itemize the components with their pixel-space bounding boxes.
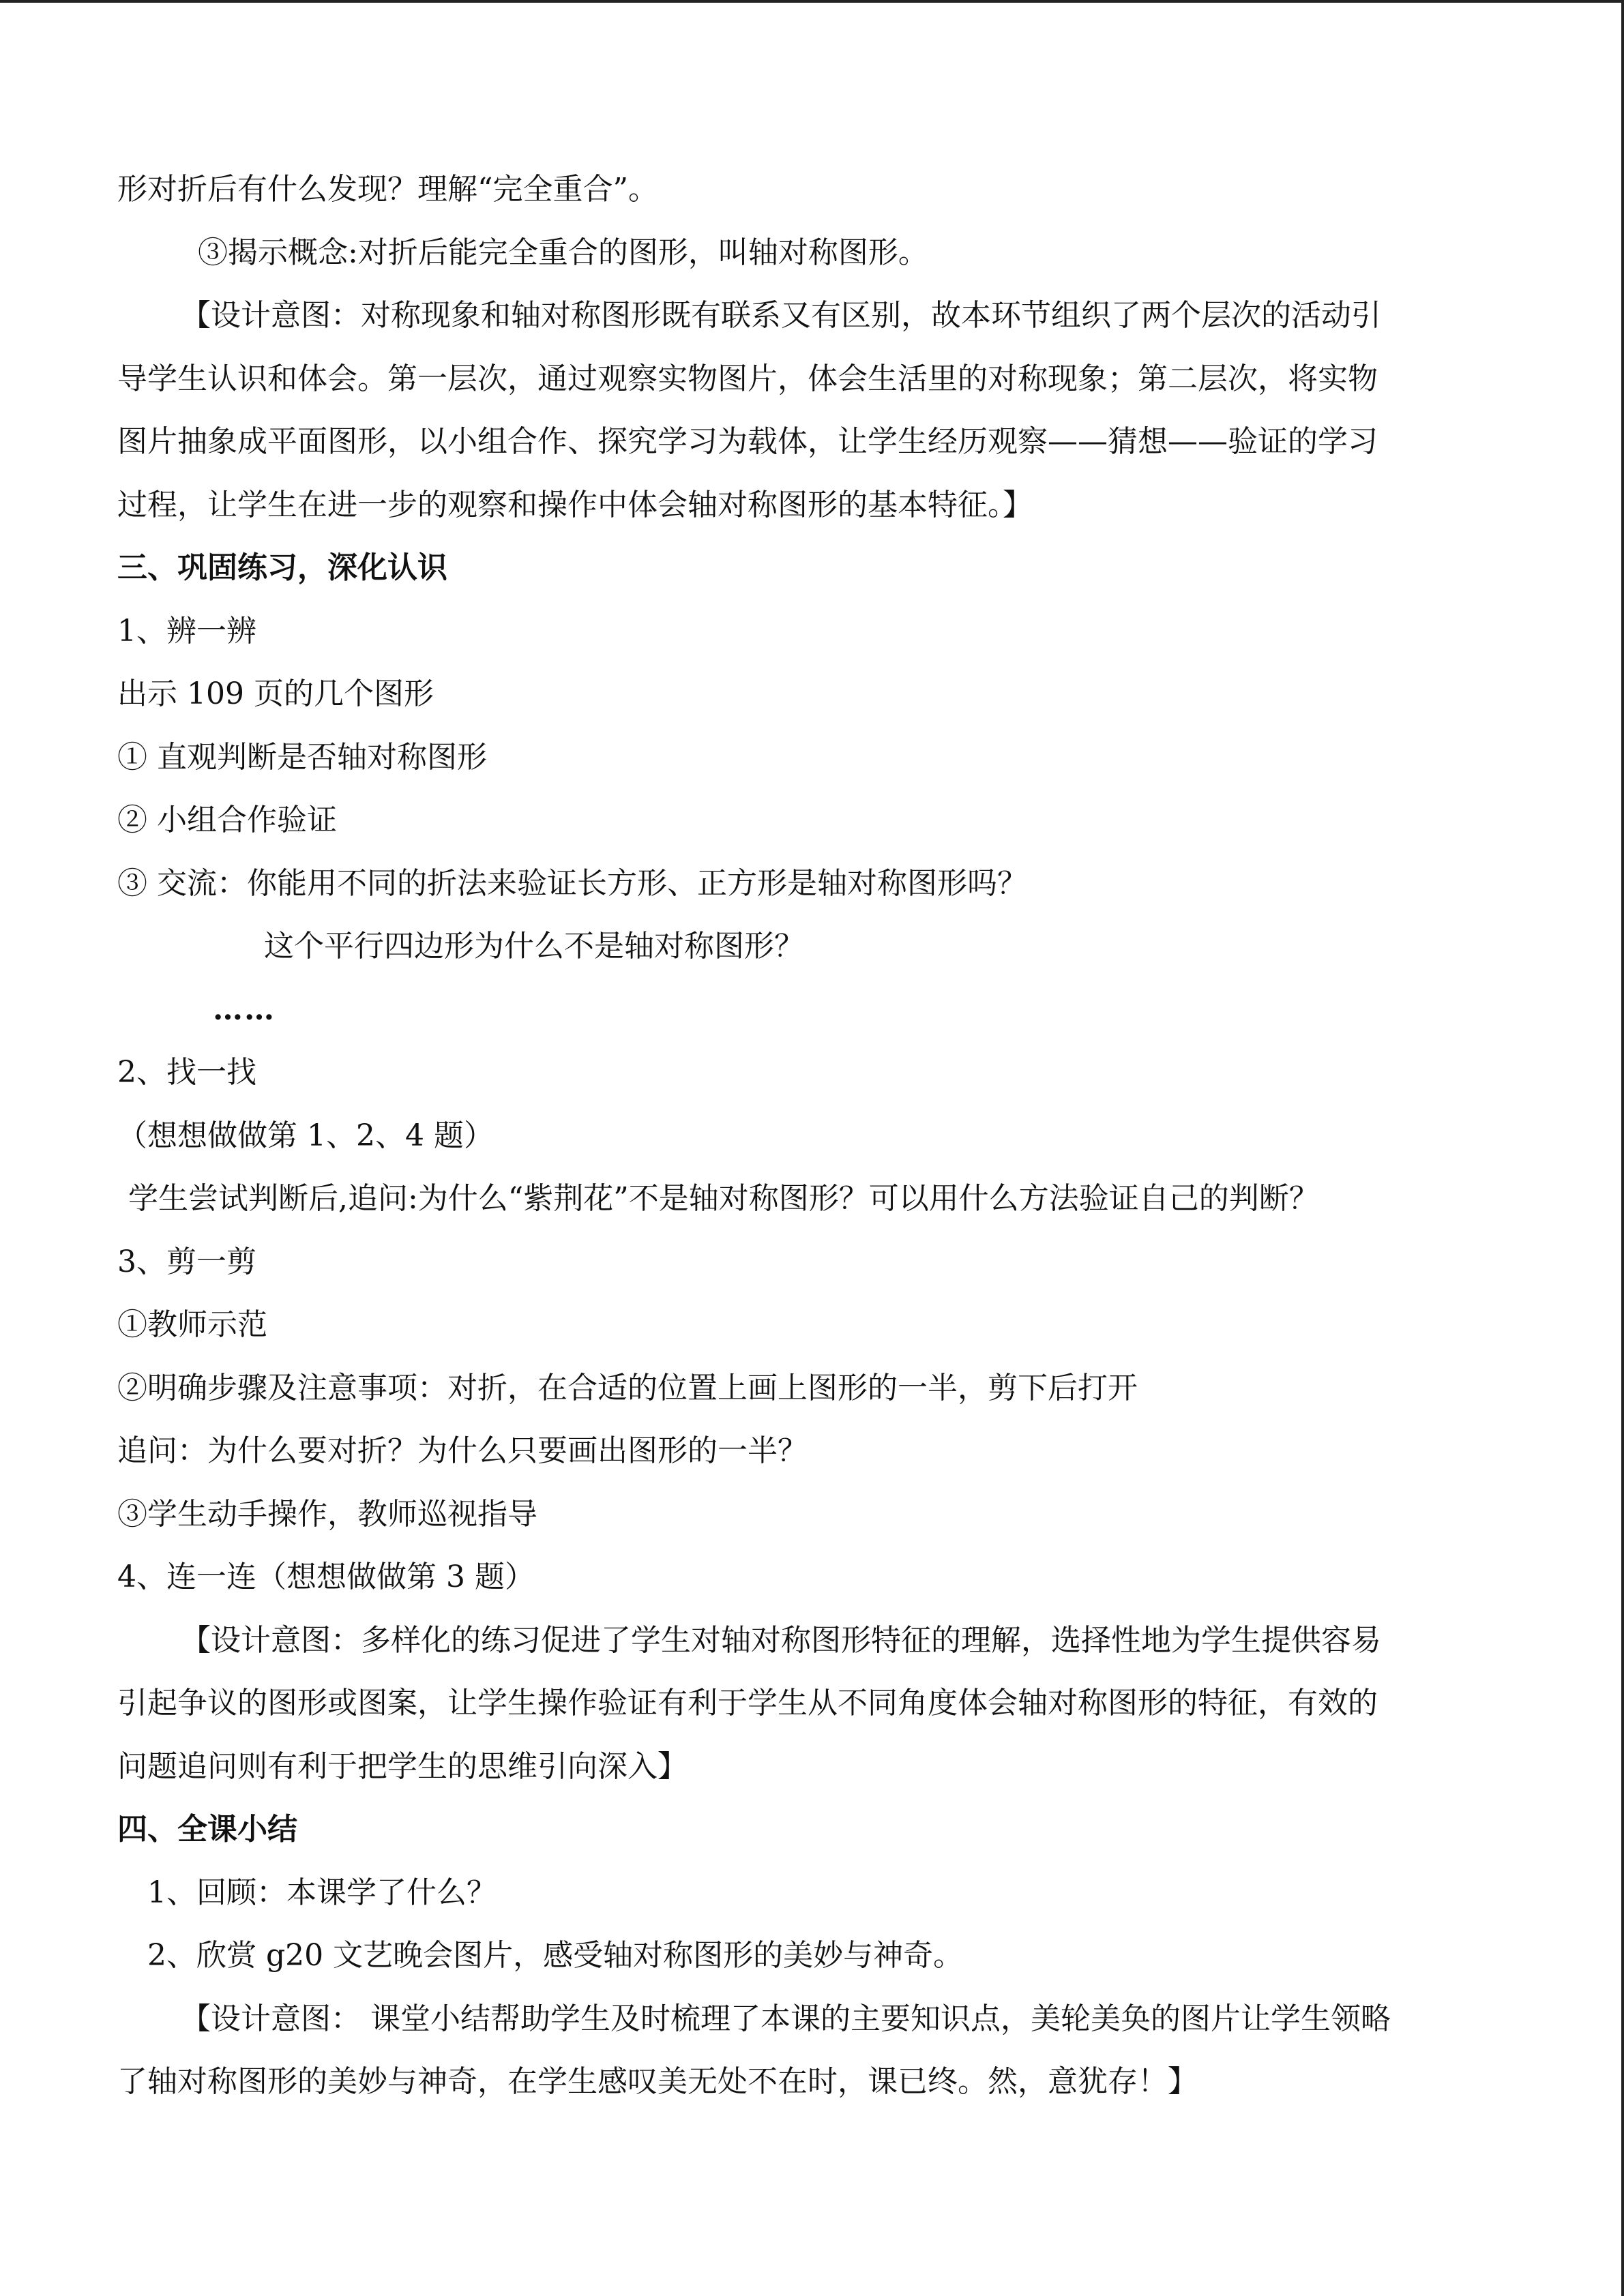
exercise-1-step-1: ① 直观判断是否轴对称图形 [117, 739, 487, 775]
exercise-3-follow-up: 追问：为什么要对折？为什么只要画出图形的一半？ [117, 1433, 808, 1468]
exercise-4-title: 4、连一连（想想做做第 3 题） [117, 1560, 535, 1594]
section-heading-4: 四、全课小结 [117, 1812, 297, 1847]
exercise-1-question: 这个平行四边形为什么不是轴对称图形？ [264, 929, 804, 964]
page-top-border [0, 0, 1624, 3]
design-intent-1-line-4: 过程，让学生在进一步的观察和操作中体会轴对称图形的基本特征。】 [117, 487, 1033, 522]
exercise-1-title: 1、辨一辨 [117, 613, 256, 648]
exercise-3-step-2: ②明确步骤及注意事项：对折，在合适的位置上画上图形的一半，剪下后打开 [117, 1370, 1138, 1405]
design-intent-2-line-1: 【设计意图：多样化的练习促进了学生对轴对称图形特征的理解，选择性地为学生提供容易 [181, 1622, 1381, 1658]
summary-item-1: 1、回顾：本课学了什么？ [147, 1875, 497, 1910]
design-intent-1-line-1: 【设计意图：对称现象和轴对称图形既有联系又有区别，故本环节组织了两个层次的活动引 [181, 298, 1381, 333]
section-heading-3: 三、巩固练习，深化认识 [117, 550, 447, 585]
exercise-1-intro: 出示 109 页的几个图形 [117, 676, 434, 711]
design-intent-3-line-1: 【设计意图： 课堂小结帮助学生及时梳理了本课的主要知识点，美轮美奂的图片让学生领略 [181, 2001, 1391, 2036]
design-intent-1-line-2: 导学生认识和体会。第一层次，通过观察实物图片，体会生活里的对称现象；第二层次，将实物 [117, 361, 1378, 396]
document-page [117, 158, 1509, 2114]
design-intent-1-line-3: 图片抽象成平面图形，以小组合作、探究学习为载体，让学生经历观察——猜想——验证的学习 [117, 424, 1378, 459]
exercise-3-step-1: ①教师示范 [117, 1307, 267, 1342]
design-intent-2-line-2: 引起争议的图形或图案，让学生操作验证有利于学生从不同角度体会轴对称图形的特征，有效的 [117, 1686, 1378, 1720]
concept-step-3: ③揭示概念:对折后能完全重合的图形，叫轴对称图形。 [198, 235, 928, 270]
paragraph-line: 形对折后有什么发现？理解“完全重合”。 [117, 172, 658, 207]
page-right-border [1621, 0, 1624, 2296]
summary-item-2: 2、欣赏 g20 文艺晚会图片，感受轴对称图形的美妙与神奇。 [147, 1938, 964, 1973]
exercise-3-title: 3、剪一剪 [117, 1244, 256, 1279]
exercise-2-title: 2、找一找 [117, 1055, 256, 1090]
exercise-2-question: 学生尝试判断后,追问:为什么“紫荆花”不是轴对称图形？可以用什么方法验证自己的判断？ [128, 1181, 1319, 1216]
exercise-1-step-3: ③ 交流：你能用不同的折法来验证长方形、正方形是轴对称图形吗？ [117, 865, 1027, 901]
exercise-1-step-2: ② 小组合作验证 [117, 803, 337, 837]
design-intent-2-line-3: 问题追问则有利于把学生的思维引向深入】 [117, 1748, 688, 1784]
ellipsis: …… [213, 992, 276, 1027]
design-intent-3-line-2: 了轴对称图形的美妙与神奇，在学生感叹美无处不在时，课已终。然，意犹存！】 [117, 2064, 1198, 2099]
exercise-3-step-3: ③学生动手操作，教师巡视指导 [117, 1496, 537, 1532]
exercise-2-reference: （想想做做第 1、2、4 题） [117, 1118, 494, 1153]
